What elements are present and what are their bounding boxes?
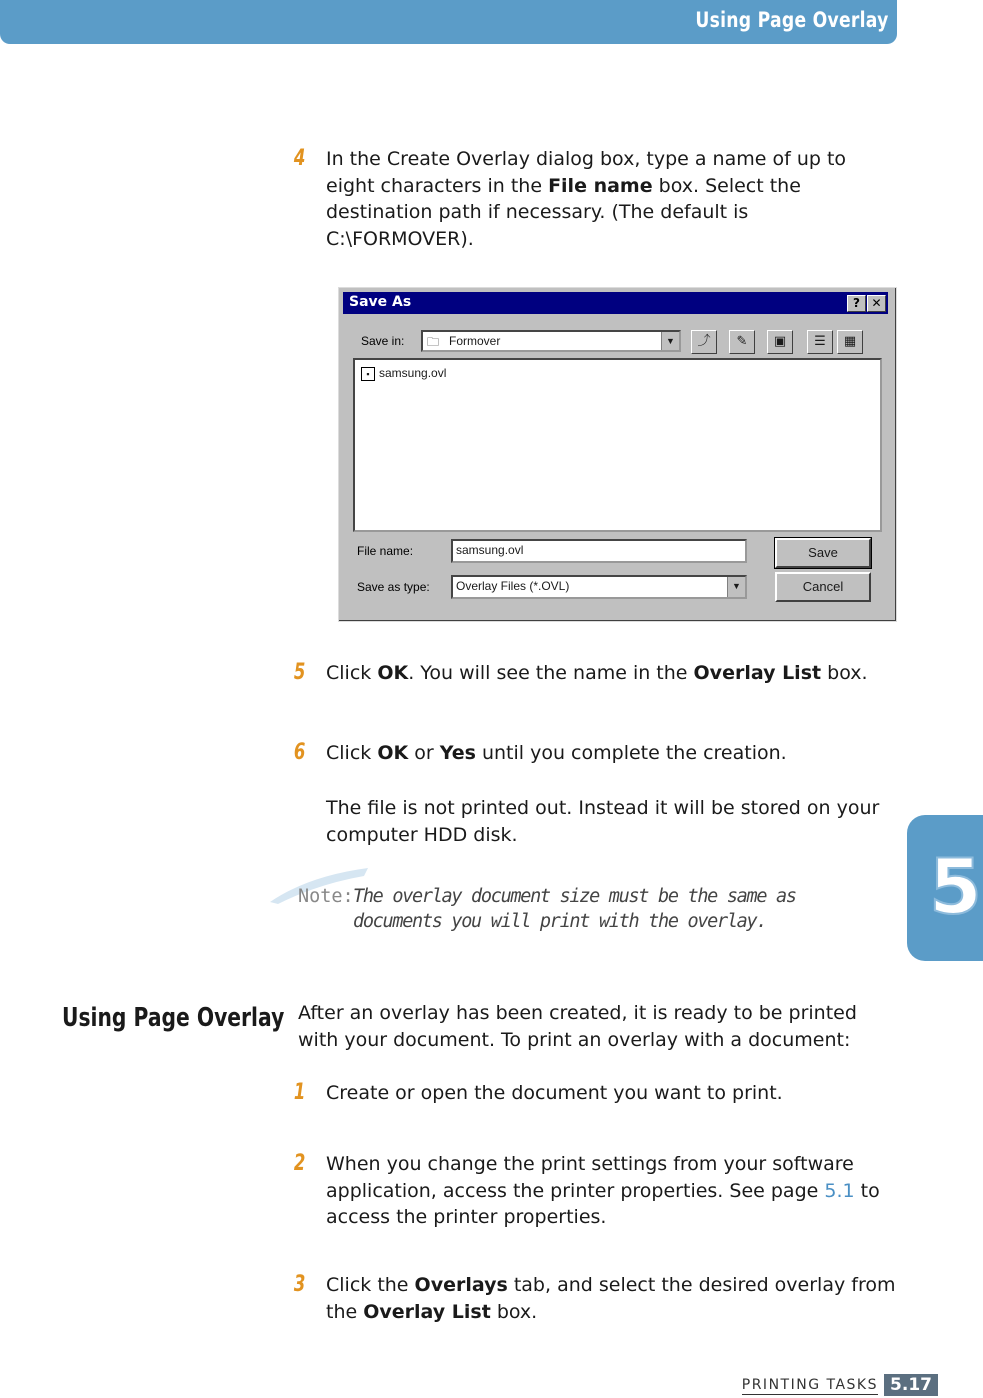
step-number: 6 <box>293 740 306 765</box>
section-heading: Using Page Overlay <box>62 1003 285 1033</box>
file-name-input[interactable] <box>451 539 747 563</box>
details-view-icon[interactable]: ▦ <box>837 330 863 354</box>
desktop-icon[interactable]: ✎ <box>729 330 755 354</box>
step-4 <box>293 146 898 252</box>
footer-label: PRINTING TASKS <box>741 1377 878 1393</box>
file-list[interactable] <box>353 358 882 532</box>
file-icon: ▪ <box>361 367 375 381</box>
chevron-down-icon[interactable]: ▼ <box>661 332 679 350</box>
step-number: 5 <box>293 660 306 685</box>
file-item-label: samsung.ovl <box>379 366 447 380</box>
file-name-label: File name: <box>357 544 414 558</box>
note <box>298 884 858 932</box>
save-type-select[interactable] <box>451 575 747 599</box>
folder-icon: 🗀 <box>427 335 440 349</box>
step-text: Click OK or Yes until you complete the creation. <box>326 742 787 764</box>
dialog-titlebar <box>343 292 888 314</box>
step-text: When you change the print settings from your software application, access the printer properties. See page 5.1 to access the printer properties. <box>326 1153 880 1228</box>
page-number: 5.17 <box>884 1374 938 1396</box>
step-2 <box>293 1151 898 1231</box>
step-number: 4 <box>293 146 306 171</box>
list-view-icon[interactable]: ☰ <box>807 330 833 354</box>
file-item[interactable] <box>361 366 446 381</box>
step-1 <box>293 1080 898 1107</box>
save-in-label: Save in: <box>361 334 405 348</box>
step-6-followup: The file is not printed out. Instead it will be stored on your computer HDD disk. <box>326 797 880 846</box>
step-text: In the Create Overlay dialog box, type a name of up to eight characters in the File name box. Select the destination path if necessary. (The default is C:\FORMOVER). <box>326 148 847 250</box>
step-number: 3 <box>293 1272 306 1297</box>
chevron-down-icon[interactable]: ▼ <box>727 577 745 597</box>
save-type-value: Overlay Files (*.OVL) <box>456 579 570 593</box>
header-bar <box>0 0 897 44</box>
chapter-number: 5 <box>929 842 982 931</box>
cancel-button[interactable]: Cancel <box>775 572 871 602</box>
section-intro: After an overlay has been created, it is ready to be printed with your document. To print an overlay with a document: <box>298 1002 857 1051</box>
file-name-value: samsung.ovl <box>456 543 524 557</box>
save-in-value: Formover <box>449 334 501 348</box>
step-number: 2 <box>293 1151 306 1176</box>
close-button[interactable]: ✕ <box>867 295 886 312</box>
new-folder-icon[interactable]: ▣ <box>767 330 793 354</box>
step-5 <box>293 660 898 687</box>
step-3 <box>293 1272 898 1325</box>
step-6 <box>293 740 898 767</box>
step-text: Create or open the document you want to print. <box>326 1082 783 1104</box>
header-title: Using Page Overlay <box>695 8 889 32</box>
save-type-label: Save as type: <box>357 580 430 594</box>
chapter-tab <box>907 815 983 961</box>
step-text: Click OK. You will see the name in the Overlay List box. <box>326 662 868 684</box>
step-number: 1 <box>293 1080 306 1105</box>
step-text: Click the Overlays tab, and select the desired overlay from the Overlay List box. <box>326 1274 896 1323</box>
dialog-title: Save As <box>349 294 412 310</box>
help-button[interactable]: ? <box>847 295 866 312</box>
note-label: Note: <box>298 886 354 907</box>
up-folder-icon[interactable]: ⤴ <box>691 330 717 354</box>
save-as-dialog <box>338 287 897 622</box>
save-button[interactable]: Save <box>775 538 871 568</box>
save-in-select[interactable] <box>421 330 681 352</box>
note-text: The overlay document size must be the same as documents you will print with the overlay. <box>353 886 796 932</box>
